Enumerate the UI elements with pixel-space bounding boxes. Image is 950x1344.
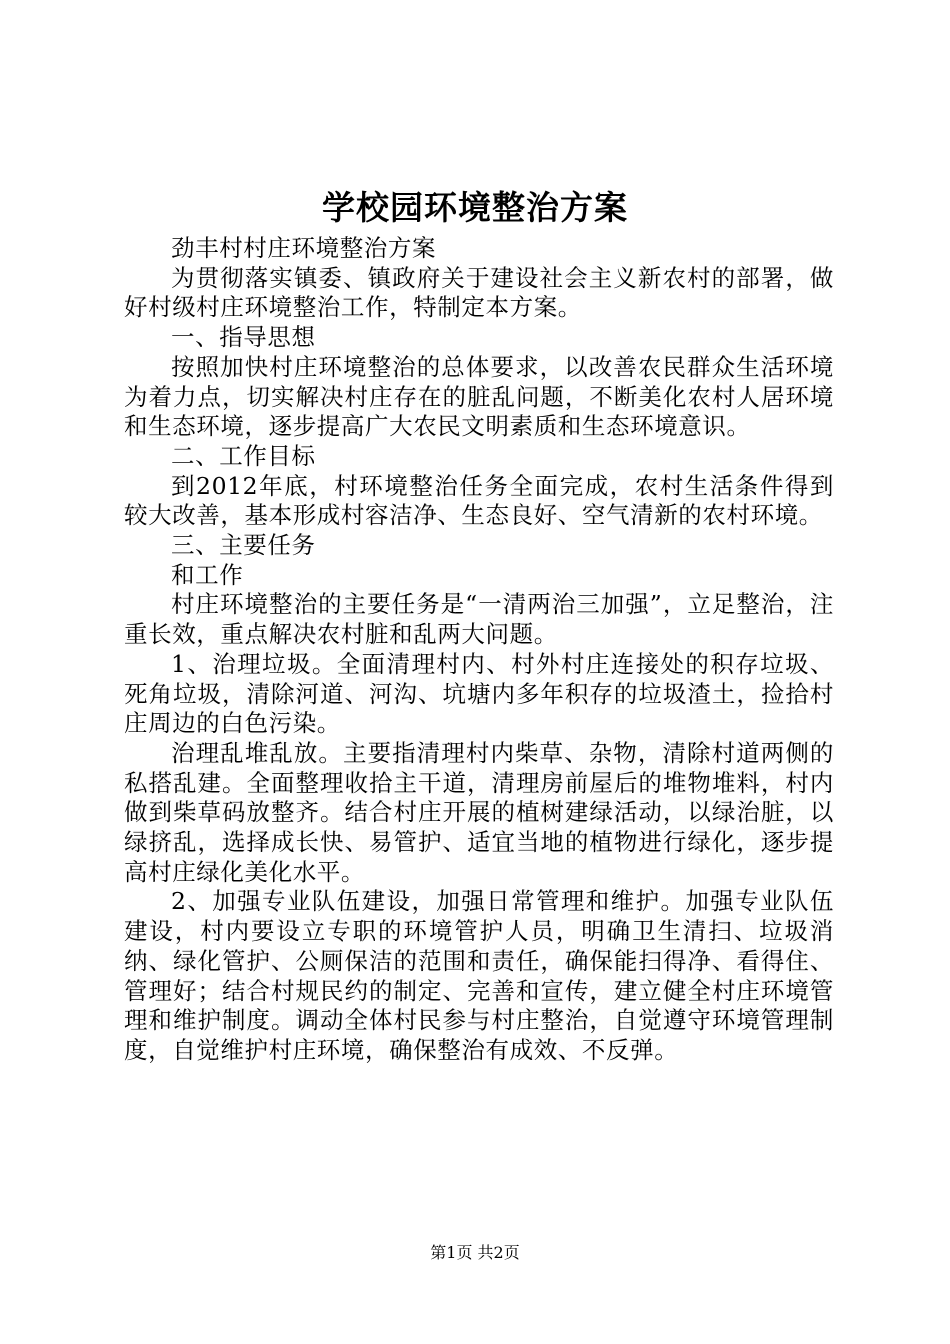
paragraph-work-goals: 到2012年底，村环境整治任务全面完成，农村生活条件得到较大改善，基本形成村容洁净、生态良好、空气清新的农村环境。 bbox=[124, 471, 834, 530]
paragraph-task-garbage: 1、治理垃圾。全面清理村内、村外村庄连接处的积存垃圾、死角垃圾，清除河道、河沟、坑塘内多年积存的垃圾渣土，捡拾村庄周边的白色污染。 bbox=[124, 649, 834, 738]
paragraph-subtitle: 劲丰村村庄环境整治方案 bbox=[171, 234, 437, 262]
section-heading-main-tasks: 三、主要任务 bbox=[171, 531, 316, 560]
document-body bbox=[124, 234, 834, 1066]
paragraph-intro: 为贯彻落实镇委、镇政府关于建设社会主义新农村的部署，做好村级村庄环境整治工作，特制定本方案。 bbox=[124, 263, 834, 322]
paragraph-main-tasks: 村庄环境整治的主要任务是“一清两治三加强”，立足整治，注重长效，重点解决农村脏和乱两大问题。 bbox=[124, 590, 834, 649]
page-footer: 第1页 共2页 bbox=[430, 1243, 520, 1262]
section-heading-continuation: 和工作 bbox=[171, 560, 244, 589]
paragraph-task-clutter: 治理乱堆乱放。主要指清理村内柴草、杂物，清除村道两侧的私搭乱建。全面整理收拾主干道，清理房前屋后的堆物堆料，村内做到柴草码放整齐。结合村庄开展的植树建绿活动，以绿治脏，以绿挤乱，选择成长快、易管护、适宜当地的植物进行绿化，逐步提高村庄绿化美化水平。 bbox=[124, 738, 834, 886]
paragraph-guiding-thought: 按照加快村庄环境整治的总体要求，以改善农民群众生活环境为着力点，切实解决村庄存在的脏乱问题，不断美化农村人居环境和生态环境，逐步提高广大农民文明素质和生态环境意识。 bbox=[124, 352, 834, 441]
section-heading-work-goals: 二、工作目标 bbox=[171, 441, 316, 470]
paragraph-task-team: 2、加强专业队伍建设，加强日常管理和维护。加强专业队伍建设，村内要设立专职的环境管护人员，明确卫生清扫、垃圾消纳、绿化管护、公厕保洁的范围和责任，确保能扫得净、看得住、管理好；结合村规民约的制定、完善和宣传，建立健全村庄环境管理和维护制度。调动全体村民参与村庄整治，自觉遵守环境管理制度，自觉维护村庄环境，确保整治有成效、不反弹。 bbox=[124, 887, 834, 1064]
document-title: 学校园环境整治方案 bbox=[322, 188, 628, 227]
section-heading-guiding-thought: 一、指导思想 bbox=[171, 323, 316, 352]
